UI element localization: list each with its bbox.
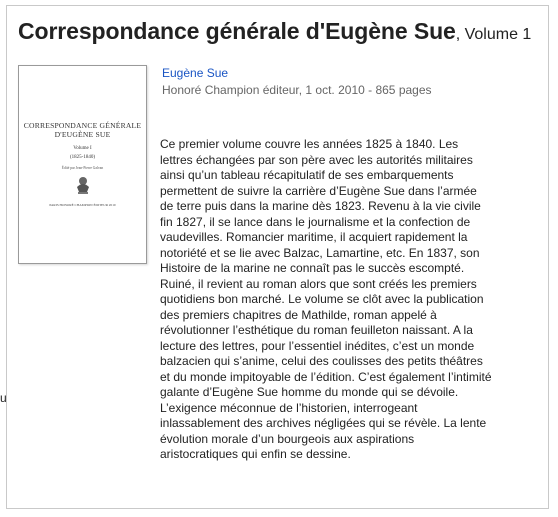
- publisher-info: Honoré Champion éditeur, 1 oct. 2010 - 865 pages: [162, 83, 432, 97]
- book-cover-image[interactable]: [18, 65, 147, 264]
- cover-editor: Édité par Jean-Pierre Galvan: [61, 166, 104, 170]
- stray-text-fragment: u: [0, 391, 7, 405]
- page-title: [18, 18, 531, 45]
- author-link[interactable]: Eugène Sue: [162, 66, 229, 80]
- cover-imprint: PARIS HONORÉ CHAMPION ÉDITEUR 2010: [49, 203, 116, 207]
- book-title: Correspondance générale d'Eugène Sue: [18, 18, 456, 44]
- publisher-emblem-icon: [19, 175, 146, 200]
- book-description: Ce premier volume couvre les années 1825 à 1840. Les lettres échangées par son père avec les autorités militaires ainsi qu’un tableau récapitulatif de ses embarquements permettent de suivre la carrière d’Eugène Sue dans l’armée de terre puis dans la marine dès 1823. Revenu à la vie civile fin 1827, il se lance dans le journalisme et la confection de vaudevilles. Romancier maritime, il acquiert rapidement la notoriété et se lie avec Balzac, Lamartine, etc. En 1837, son Histoire de la marine ne connaît pas le succès escompté. Ruiné, il revient au roman alors que sont créés les premiers quotidiens bon marché. Le volume se clôt avec la publication des premiers chapitres de Mathilde, roman appelé à révolutionner l’esthétique du roman feuilleton naissant. A la lecture des lettres, pour l’essentiel inédites, c’est un monde balzacien qui s’anime, celui des coulisses des petits théâtres et du monde impitoyable de l’édition. C’est également l’intimité galante d’Eugène Sue homme du monde qui se dévoile. L’exigence méconnue de l’historien, interrogeant inlassablement des archives négligées qui se révèle. La lente évolution morale d’un bourgeois aux aspirations aristocratiques qui enfin se dessine.: [160, 137, 492, 461]
- cover-years: (1825-1840): [70, 155, 95, 160]
- cover-title: CORRESPONDANCE GÉNÉRALE D'EUGÈNE SUE: [23, 121, 142, 139]
- volume-label: , Volume 1: [455, 26, 532, 43]
- book-info-panel: [6, 5, 549, 509]
- cover-volume: Volume I: [73, 146, 92, 151]
